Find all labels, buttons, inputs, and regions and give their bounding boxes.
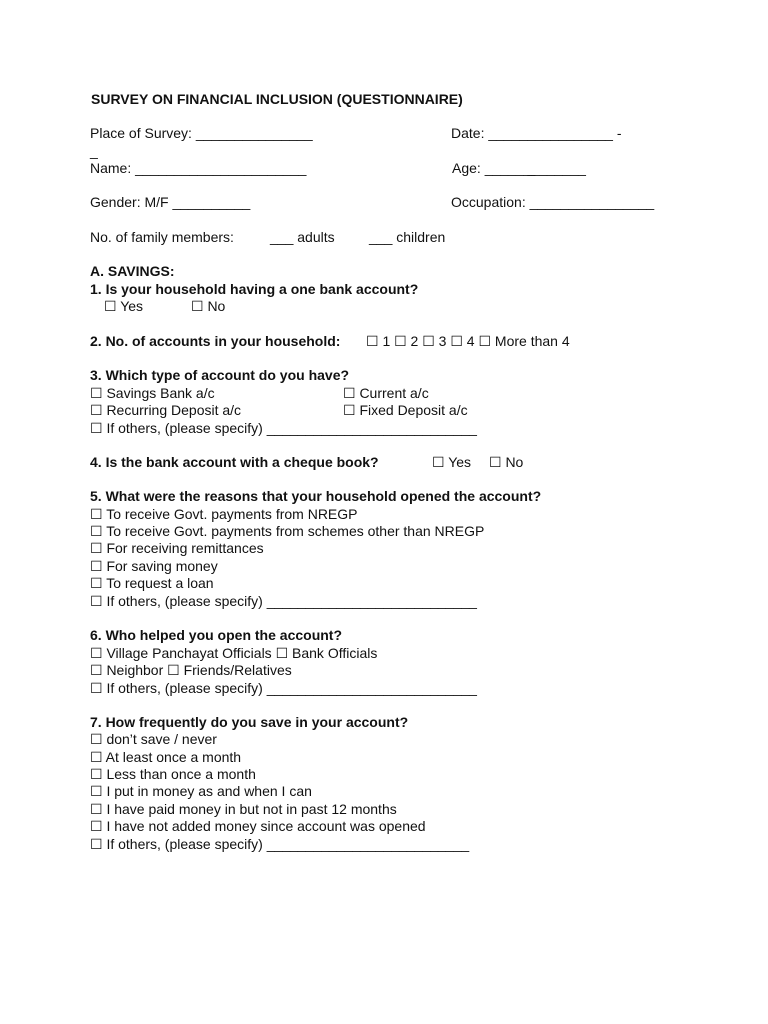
q6-option-others[interactable]: ☐ If others, (please specify) ___________________________ [90,680,477,696]
q7-option-monthly[interactable]: ☐ At least once a month [90,749,242,765]
q5-option-others[interactable]: ☐ If others, (please specify) ___________________________ [90,593,477,609]
occupation-field: Occupation: ________________ [451,194,655,210]
q5-option-nregp[interactable]: ☐ To receive Govt. payments from NREGP [90,506,358,522]
q4-option-no[interactable]: ☐ No [489,454,524,470]
q1-option-yes[interactable]: ☐ Yes [104,298,144,314]
q7-option-less-monthly[interactable]: ☐ Less than once a month [90,766,256,782]
q5-option-loan[interactable]: ☐ To request a loan [90,575,214,591]
family-members-label: No. of family members: [90,229,234,245]
question-1: 1. Is your household having a one bank account? [90,281,419,297]
question-7: 7. How frequently do you save in your account? [90,714,409,730]
gender-field: Gender: M/F __________ [90,194,251,210]
q7-option-not-added[interactable]: ☐ I have not added money since account was opened [90,818,426,834]
q3-option-savings[interactable]: ☐ Savings Bank a/c [90,385,215,401]
q5-option-other-schemes[interactable]: ☐ To receive Govt. payments from schemes other than NREGP [90,523,485,539]
q7-option-others[interactable]: ☐ If others, (please specify) __________________________ [90,836,470,852]
question-3: 3. Which type of account do you have? [90,367,350,383]
q6-option-officials[interactable]: ☐ Village Panchayat Officials ☐ Bank Officials [90,645,378,661]
q7-option-when-can[interactable]: ☐ I put in money as and when I can [90,783,312,799]
page-title: SURVEY ON FINANCIAL INCLUSION (QUESTIONNAIRE) [91,91,463,107]
date-field: Date: ________________ - [451,125,622,141]
name-field: Name: ______________________ [90,160,307,176]
q5-option-saving[interactable]: ☐ For saving money [90,558,218,574]
q6-option-neighbor[interactable]: ☐ Neighbor ☐ Friends/Relatives [90,662,292,678]
q3-option-current[interactable]: ☐ Current a/c [343,385,429,401]
question-6: 6. Who helped you open the account? [90,627,343,643]
children-field: ___ children [369,229,446,245]
q7-option-never[interactable]: ☐ don’t save / never [90,731,217,747]
place-of-survey-field: Place of Survey: _______________ [90,125,313,141]
adults-field: ___ adults [270,229,335,245]
question-5: 5. What were the reasons that your household opened the account? [90,488,542,504]
q1-option-no[interactable]: ☐ No [191,298,226,314]
question-4: 4. Is the bank account with a cheque book? [90,454,379,470]
q3-option-others[interactable]: ☐ If others, (please specify) ___________________________ [90,420,477,436]
date-field-wrap: _ [90,143,98,159]
q7-option-not-12-months[interactable]: ☐ I have paid money in but not in past 12 months [90,801,397,817]
q4-option-yes[interactable]: ☐ Yes [432,454,472,470]
age-field: Age: ______̲_______ [452,160,586,176]
question-2: 2. No. of accounts in your household: [90,333,341,349]
section-savings-heading: A. SAVINGS: [90,263,175,279]
q5-option-remittances[interactable]: ☐ For receiving remittances [90,540,264,556]
q2-options[interactable]: ☐ 1 ☐ 2 ☐ 3 ☐ 4 ☐ More than 4 [366,333,570,349]
q3-option-fixed[interactable]: ☐ Fixed Deposit a/c [343,402,468,418]
q3-option-recurring[interactable]: ☐ Recurring Deposit a/c [90,402,242,418]
